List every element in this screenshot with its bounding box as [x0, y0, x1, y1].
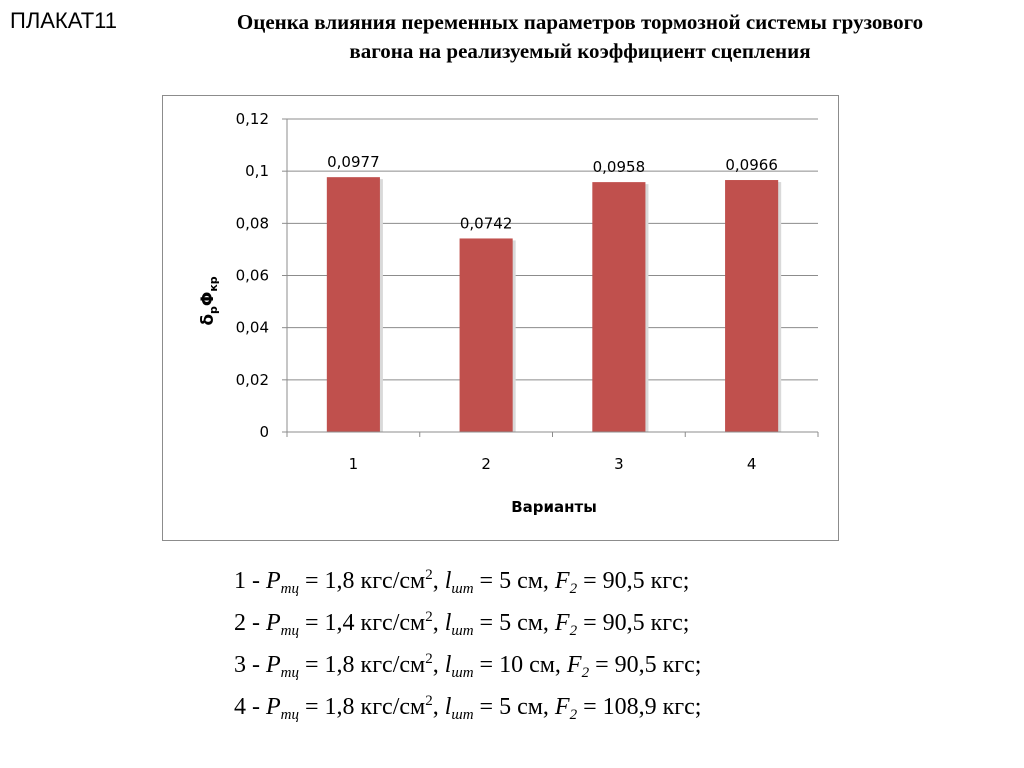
- y-axis-title-phi: Φ: [198, 291, 218, 307]
- page-title: [150, 8, 1010, 66]
- legend-l-val: = 5 см,: [473, 568, 555, 594]
- legend-f-sub: 2: [569, 581, 578, 597]
- bar: [725, 180, 778, 432]
- legend-p-sup: 2: [425, 693, 433, 709]
- legend-f-sub: 2: [569, 707, 578, 723]
- bars: [327, 177, 781, 432]
- legend-l-sym: l: [444, 610, 452, 636]
- title-line-2: вагона на реализуемый коэффициент сцепления: [349, 39, 811, 63]
- x-tick-label: 3: [614, 455, 624, 473]
- legend-l-sym: l: [444, 694, 452, 720]
- legend-p-sup: 2: [425, 651, 433, 667]
- legend-f-sym: F: [554, 568, 570, 594]
- legend-p-sym: P: [266, 568, 281, 594]
- data-label: 0,0966: [725, 156, 778, 175]
- legend-num: 4 -: [234, 694, 266, 720]
- legend-f-val: = 90,5 кгс;: [589, 652, 702, 678]
- legend-f-val: = 108,9 кгс;: [577, 694, 702, 720]
- x-tick-label: 4: [746, 455, 757, 473]
- y-axis-title-delta: δ: [198, 313, 218, 326]
- legend-f-val: = 90,5 кгс;: [577, 568, 690, 594]
- legend-l-sym: l: [444, 568, 452, 594]
- legend-f-sub: 2: [581, 665, 590, 681]
- legend-p-sub: тц: [280, 623, 300, 639]
- legend-p-sub: тц: [280, 581, 300, 597]
- x-axis-title: Варианты: [511, 498, 597, 516]
- poster-label: ПЛАКАТ11: [10, 8, 117, 33]
- legend-line-1: [234, 560, 794, 602]
- legend-p-sub: тц: [280, 665, 300, 681]
- legend-f-val: = 90,5 кгс;: [577, 610, 690, 636]
- variants-legend: [234, 560, 794, 728]
- bar: [460, 238, 513, 432]
- legend-l-val: = 10 см,: [473, 652, 567, 678]
- legend-l-sub: шт: [451, 707, 474, 723]
- y-axis-title-sub-kr: кр: [207, 276, 220, 292]
- bar: [327, 177, 380, 432]
- legend-p-sup: 2: [425, 567, 433, 583]
- legend-num: 2 -: [234, 610, 266, 636]
- y-tick-label: 0,04: [235, 318, 269, 337]
- legend-l-sub: шт: [451, 665, 474, 681]
- y-tick-label: 0: [259, 423, 269, 441]
- data-label: 0,0958: [592, 158, 646, 177]
- legend-p-sym: P: [266, 694, 281, 720]
- y-tick-labels: [236, 110, 269, 441]
- data-label: 0,0742: [459, 214, 513, 233]
- legend-l-pre: ,: [432, 694, 445, 720]
- title-line-1: Оценка влияния переменных параметров тормозной системы грузового: [236, 10, 924, 34]
- y-tick-label: 0,06: [235, 266, 269, 285]
- legend-num: 1 -: [234, 568, 266, 594]
- legend-p-sym: P: [266, 610, 281, 636]
- legend-f-sym: F: [566, 652, 582, 678]
- data-label: 0,0977: [327, 153, 380, 172]
- legend-l-val: = 5 см,: [473, 610, 555, 636]
- legend-p-sup: 2: [425, 609, 433, 625]
- legend-num: 3 -: [234, 652, 266, 678]
- legend-p-val: = 1,4 кгс/см: [299, 610, 426, 636]
- legend-l-sym: l: [444, 652, 452, 678]
- bar-chart: [163, 96, 840, 542]
- legend-p-val: = 1,8 кгс/см: [299, 568, 426, 594]
- y-axis-title: [198, 276, 220, 325]
- x-tick-label: 2: [481, 455, 491, 473]
- x-tick-label: 1: [348, 455, 359, 473]
- legend-l-sub: шт: [451, 623, 474, 639]
- chart-frame: [162, 95, 839, 541]
- legend-l-sub: шт: [451, 581, 474, 597]
- y-tick-label: 0,08: [235, 214, 269, 233]
- legend-f-sym: F: [554, 694, 570, 720]
- x-tick-labels: [349, 455, 757, 473]
- legend-p-sym: P: [266, 652, 281, 678]
- y-tick-label: 0,02: [235, 370, 269, 389]
- legend-l-pre: ,: [432, 568, 445, 594]
- legend-f-sym: F: [554, 610, 570, 636]
- legend-l-pre: ,: [432, 610, 445, 636]
- bar: [592, 182, 645, 432]
- legend-line-2: [234, 602, 794, 644]
- legend-f-sub: 2: [569, 623, 578, 639]
- legend-p-val: = 1,8 кгс/см: [299, 652, 426, 678]
- legend-p-sub: тц: [280, 707, 300, 723]
- data-labels: [327, 153, 778, 232]
- legend-line-3: [234, 644, 794, 686]
- y-axis-title-sub-p: р: [207, 306, 220, 314]
- legend-p-val: = 1,8 кгс/см: [299, 694, 426, 720]
- legend-l-val: = 5 см,: [473, 694, 555, 720]
- y-tick-label: 0,1: [245, 162, 269, 181]
- legend-line-4: [234, 686, 794, 728]
- y-tick-label: 0,12: [235, 110, 269, 128]
- legend-l-pre: ,: [432, 652, 445, 678]
